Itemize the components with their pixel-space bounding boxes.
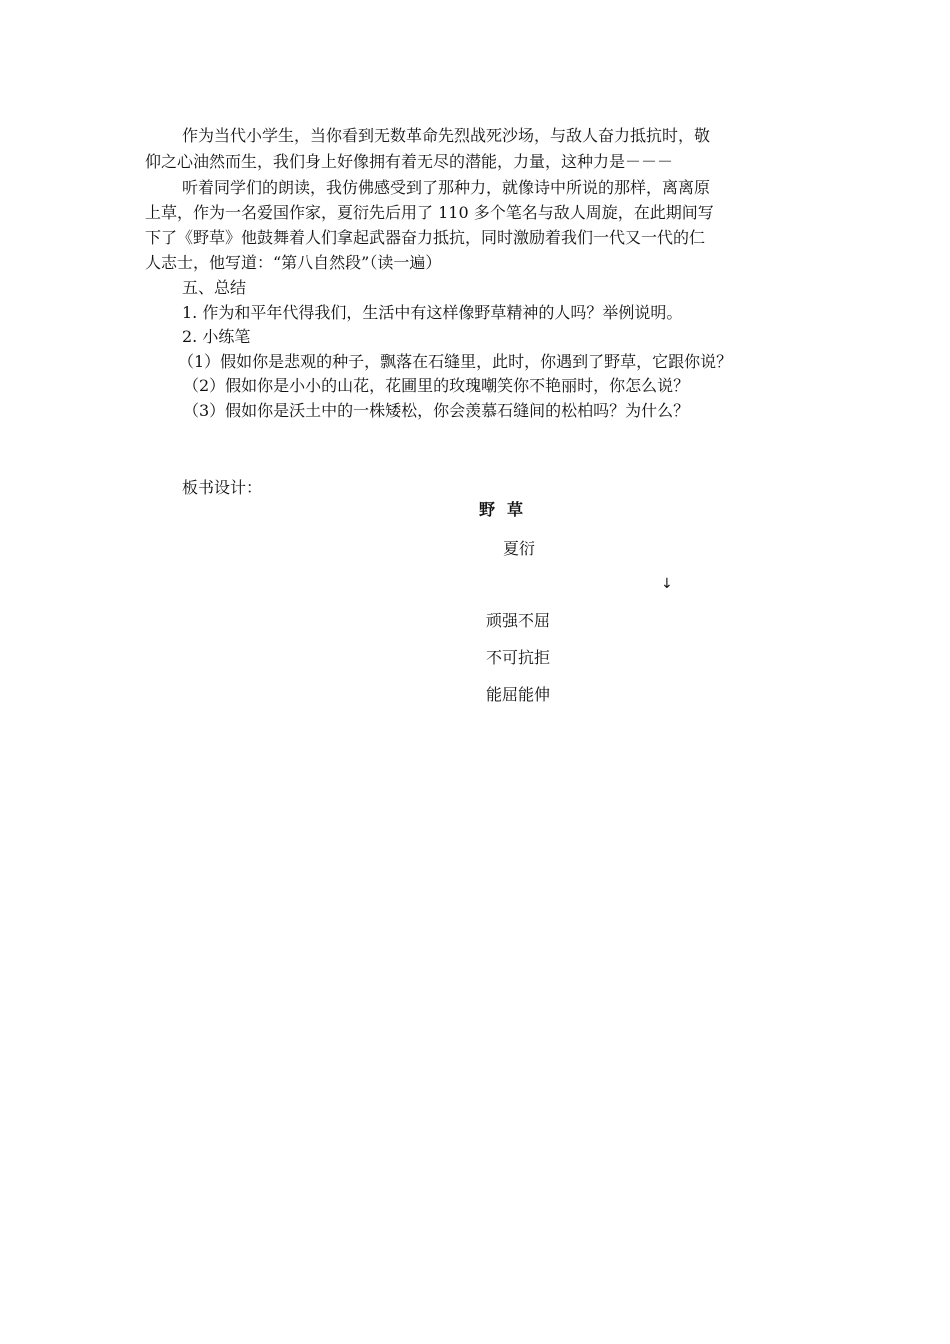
board-title: 野草 — [479, 500, 536, 519]
exercise-question-1: （1）假如你是悲观的种子，飘落在石缝里，此时，你遇到了野草，它跟你说？ — [178, 352, 733, 371]
exercise-question-2: （2）假如你是小小的山花，花圃里的玫瑰嘲笑你不艳丽时，你怎么说？ — [183, 376, 690, 395]
paragraph-1-line-2: 仰之心油然而生，我们身上好像拥有着无尽的潜能，力量，这种力是－－－ — [145, 152, 674, 171]
board-word-1: 顽强不屈 — [486, 611, 551, 630]
paragraph-2-line-4: 人志士，他写道：“第八自然段”（读一遍） — [145, 253, 442, 272]
summary-item-1: 1. 作为和平年代得我们，生活中有这样像野草精神的人吗？举例说明。 — [182, 303, 683, 322]
board-word-2: 不可抗拒 — [486, 648, 551, 667]
summary-heading: 五、总结 — [182, 278, 247, 297]
board-author: 夏衍 — [503, 539, 536, 558]
board-word-3: 能屈能伸 — [486, 685, 551, 704]
summary-item-2: 2. 小练笔 — [182, 327, 251, 346]
paragraph-2-line-1: 听着同学们的朗读，我仿佛感受到了那种力，就像诗中所说的那样，离离原 — [182, 178, 711, 197]
exercise-question-3: （3）假如你是沃土中的一株矮松，你会羡慕石缝间的松柏吗？为什么？ — [183, 401, 690, 420]
arrow-down-icon: ↓ — [661, 576, 673, 592]
paragraph-2-line-2: 上草，作为一名爱国作家，夏衍先后用了 110 多个笔名与敌人周旋，在此期间写 — [145, 203, 714, 222]
paragraph-2-line-3: 下了《野草》他鼓舞着人们拿起武器奋力抵抗，同时激励着我们一代又一代的仁 — [145, 228, 706, 247]
board-design-label: 板书设计： — [182, 478, 263, 497]
paragraph-1-line-1: 作为当代小学生，当你看到无数革命先烈战死沙场，与敌人奋力抵抗时，敬 — [182, 126, 711, 145]
